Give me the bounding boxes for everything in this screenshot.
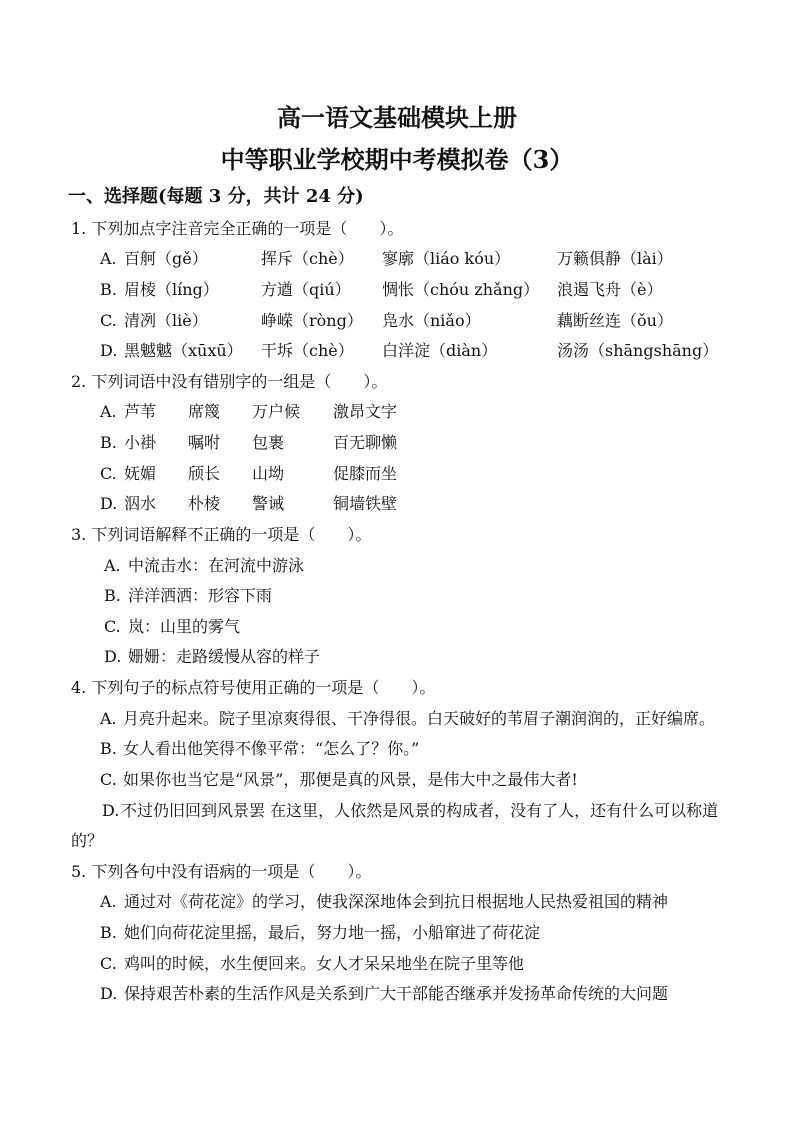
question-4-stem: 4. 下列句子的标点符号使用正确的一项是（ ）。 [71, 678, 436, 698]
option-label: B. [104, 586, 121, 606]
option-text: 不过仍旧回到风景罢 在这里，人依然是风景的构成者，没有了人，还有什么可以称道 [121, 800, 719, 820]
option-item: 芦苇 [124, 402, 157, 422]
document-title: 高一语文基础模块上册 [277, 103, 517, 132]
option-item: 百舸（gě） [124, 249, 208, 269]
question-2-option-d [0, 489, 794, 520]
question-list [0, 214, 794, 1010]
option-item: 凫水（niǎo） [382, 310, 481, 330]
option-text: 姗姗：走路缓慢从容的样子 [128, 647, 321, 667]
question-3-option-a [0, 551, 794, 582]
question-3-option-d [0, 642, 794, 673]
option-item: 铜墙铁壁 [333, 494, 398, 514]
option-item: 百无聊懒 [333, 433, 398, 453]
question-1-option-a [0, 244, 794, 275]
question-3-stem: 3. 下列词语解释不正确的一项是（ ）。 [71, 524, 372, 544]
question-4-option-d-continued: 的？ [71, 831, 104, 851]
option-text: 岚：山里的雾气 [128, 616, 241, 636]
option-item: 席篾 [188, 402, 221, 422]
option-item: 浪遏飞舟（è） [557, 279, 663, 299]
option-item: 惆怅（chóu zhǎng） [382, 279, 540, 299]
option-text: 她们向荷花淀里摇，最后，努力地一摇，小船窜进了荷花淀 [124, 923, 541, 943]
question-2-option-a [0, 397, 794, 428]
question-4-option-d [0, 796, 794, 827]
option-text: 女人看出他笑得不像平常：“怎么了？你。” [123, 739, 420, 759]
option-label: B. [100, 923, 117, 943]
option-label: A. [100, 249, 117, 269]
question-5-option-d [0, 979, 794, 1010]
question-1-option-d [0, 336, 794, 367]
option-label: A. [104, 555, 121, 575]
question-2-option-c [0, 459, 794, 490]
option-label: C. [100, 769, 117, 789]
option-item: 朴棱 [188, 494, 221, 514]
option-label: D. [100, 494, 118, 514]
option-item: 小褂 [124, 433, 157, 453]
option-item: 清冽（liè） [124, 310, 208, 330]
question-5-option-c [0, 949, 794, 980]
option-label: D. [102, 800, 120, 820]
option-label: B. [100, 739, 117, 759]
option-item: 山坳 [252, 463, 285, 483]
option-item: 包裹 [252, 433, 285, 453]
option-item: 黑魆魆（xūxū） [124, 341, 243, 361]
document-subtitle: 中等职业学校期中考模拟卷（3） [220, 145, 574, 174]
option-text: 保持艰苦朴素的生活作风是关系到广大干部能否继承并发扬革命传统的大问题 [124, 984, 669, 1004]
option-label: C. [100, 463, 117, 483]
option-item: 促膝而坐 [333, 463, 398, 483]
question-3-option-b [0, 581, 794, 612]
question-1-option-c [0, 306, 794, 337]
option-label: A. [100, 892, 117, 912]
option-item: 白洋淀（diàn） [382, 341, 498, 361]
option-item: 汤汤（shāngshāng） [557, 341, 719, 361]
option-text: 洋洋洒洒：形容下雨 [128, 586, 273, 606]
option-item: 藕断丝连（ǒu） [557, 310, 673, 330]
question-2-option-b [0, 428, 794, 459]
option-item: 泅水 [124, 494, 157, 514]
option-item: 眉棱（líng） [124, 279, 219, 299]
option-text: 月亮升起来。院子里凉爽得很、干净得很。白天破好的苇眉子潮润润的，正好编席。 [123, 708, 716, 728]
question-1-stem: 1. 下列加点字注音完全正确的一项是（ ）。 [71, 218, 404, 238]
option-item: 激昂文字 [333, 402, 398, 422]
option-item: 警诫 [252, 494, 285, 514]
option-label: D. [100, 984, 118, 1004]
option-item: 干坼（chè） [261, 341, 354, 361]
option-label: C. [100, 310, 117, 330]
question-5-option-b [0, 918, 794, 949]
option-label: B. [100, 279, 117, 299]
option-item: 妩媚 [124, 463, 157, 483]
option-item: 挥斥（chè） [261, 249, 354, 269]
question-3-option-c [0, 612, 794, 643]
question-1-option-b [0, 275, 794, 306]
option-label: D. [100, 341, 118, 361]
option-text: 鸡叫的时候，水生便回来。女人才呆呆地坐在院子里等他 [124, 953, 525, 973]
option-label: D. [104, 647, 122, 667]
option-label: A. [100, 708, 117, 728]
option-text: 中流击水：在河流中游泳 [128, 555, 305, 575]
option-item: 万籁俱静（lài） [557, 249, 673, 269]
option-item: 峥嵘（ròng） [261, 310, 363, 330]
option-text: 通过对《荷花淀》的学习，使我深深地体会到抗日根据地人民热爱祖国的精神 [124, 892, 669, 912]
question-2-stem: 2. 下列词语中没有错别字的一组是（ ）。 [71, 371, 388, 391]
option-label: B. [100, 433, 117, 453]
question-5-option-a [0, 887, 794, 918]
option-item: 方遒（qiú） [261, 279, 351, 299]
option-item: 万户候 [252, 402, 301, 422]
option-item: 寥廓（liáo kóu） [382, 249, 511, 269]
option-label: C. [104, 616, 121, 636]
option-label: A. [100, 402, 117, 422]
question-5-stem: 5. 下列各句中没有语病的一项是（ ）。 [71, 861, 372, 881]
option-label: C. [100, 953, 117, 973]
option-item: 颀长 [188, 463, 221, 483]
question-4-option-a [0, 704, 794, 735]
section-heading: 一、选择题(每题 3 分，共计 24 分) [68, 186, 364, 207]
question-4-option-b [0, 734, 794, 765]
question-4-option-c [0, 765, 794, 796]
option-item: 嘱咐 [188, 433, 221, 453]
option-text: 如果你也当它是“风景”，那便是真的风景，是伟大中之最伟大者! [123, 769, 578, 789]
